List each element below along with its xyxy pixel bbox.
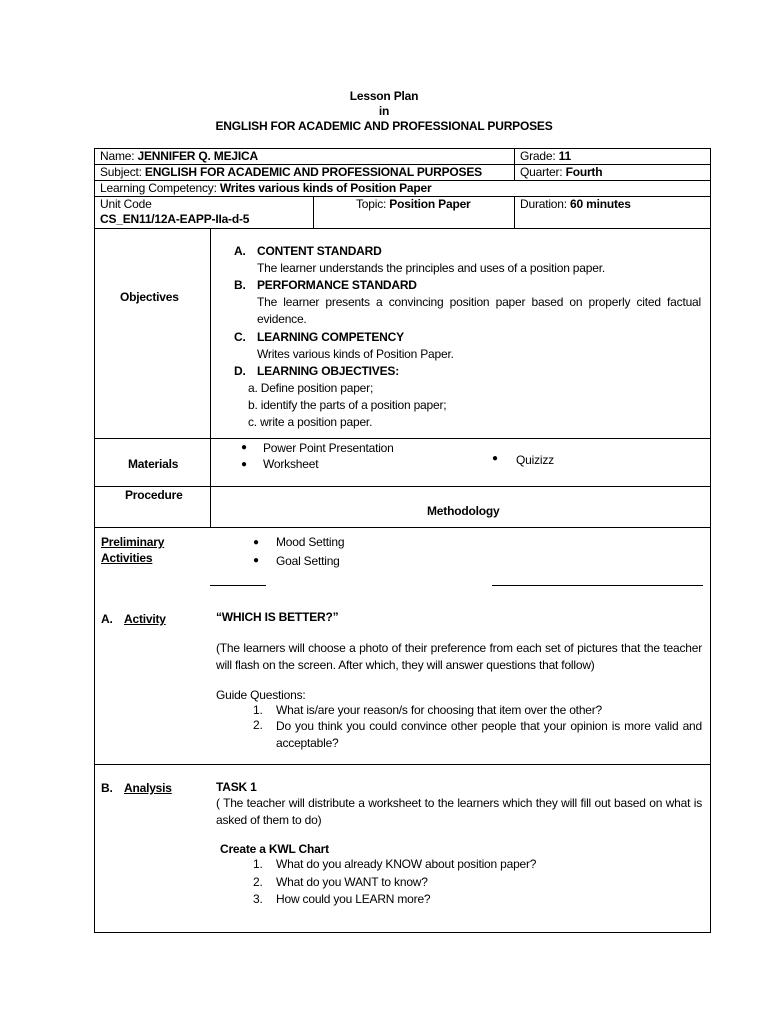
analysis-label: Analysis <box>124 781 172 795</box>
table-border-right <box>710 148 711 933</box>
subject-value: ENGLISH FOR ACADEMIC AND PROFESSIONAL PURPOSES <box>144 165 482 179</box>
learning-objective-item: b. identify the parts of a position paper; <box>248 398 447 412</box>
learning-objective-item: a. Define position paper; <box>248 381 374 395</box>
doc-title-line1: Lesson Plan <box>349 89 419 103</box>
subject-label: Subject: <box>100 165 142 179</box>
partial-divider <box>210 585 266 586</box>
subject-field <box>100 165 482 179</box>
col-divider <box>514 148 515 181</box>
objective-a-letter: A. <box>234 244 246 258</box>
duration-label: Duration: <box>520 197 567 211</box>
preliminary-item: Goal Setting <box>276 554 340 568</box>
objective-b-text: The learner presents a convincing position paper based on properly cited factual evidence. <box>257 295 701 326</box>
col-divider <box>514 196 515 229</box>
objective-c-text: Writes various kinds of Position Paper. <box>257 347 454 361</box>
bullet-icon: ● <box>492 453 499 464</box>
quarter-label: Quarter: <box>520 165 563 179</box>
kwl-item: How could you LEARN more? <box>276 892 431 906</box>
col-divider <box>313 196 314 229</box>
methodology-heading: Methodology <box>427 504 500 518</box>
objective-b-letter: B. <box>234 278 246 292</box>
row-divider <box>94 764 711 765</box>
objective-b-title: PERFORMANCE STANDARD <box>257 278 417 292</box>
material-item: Worksheet <box>263 457 319 471</box>
kwl-item-number: 2. <box>253 875 263 889</box>
name-field <box>100 149 258 163</box>
preliminary-label-line2: Activities <box>101 551 153 565</box>
col-divider <box>210 228 211 528</box>
kwl-item-number: 3. <box>253 892 263 906</box>
preliminary-item: Mood Setting <box>276 535 345 549</box>
bullet-icon: ● <box>241 459 248 470</box>
objective-a-title: CONTENT STANDARD <box>257 244 382 258</box>
name-label: Name: <box>100 149 135 163</box>
material-item: Quizizz <box>516 453 554 467</box>
objective-c-letter: C. <box>234 330 246 344</box>
objective-c-title: LEARNING COMPETENCY <box>257 330 404 344</box>
material-item: Power Point Presentation <box>263 441 394 455</box>
quarter-field <box>520 165 602 179</box>
quarter-value: Fourth <box>565 165 603 179</box>
competency-label: Learning Competency: <box>100 181 217 195</box>
row-divider <box>94 228 711 229</box>
procedure-label: Procedure <box>125 488 183 502</box>
objective-d-title: LEARNING OBJECTIVES: <box>257 364 400 378</box>
table-border-left <box>94 148 95 933</box>
task-heading: TASK 1 <box>216 780 257 794</box>
preliminary-label-line1: Preliminary <box>101 535 165 549</box>
topic-label: Topic: <box>356 197 387 211</box>
learning-objective-item: c. write a position paper. <box>248 415 373 429</box>
grade-label: Grade: <box>520 149 556 163</box>
unit-code-value: CS_EN11/12A-EAPP-IIa-d-5 <box>100 212 250 226</box>
topic-field <box>356 197 471 211</box>
activity-letter: A. <box>101 612 113 626</box>
bullet-icon: ● <box>241 442 248 453</box>
objectives-label: Objectives <box>120 290 179 304</box>
analysis-letter: B. <box>101 781 113 795</box>
name-value: JENNIFER Q. MEJICA <box>137 149 258 163</box>
guide-question-number: 2. <box>253 718 263 732</box>
unit-code-label: Unit Code <box>100 197 152 211</box>
guide-question: Do you think you could convince other people that your opinion is more valid and acceptable? <box>276 719 702 750</box>
duration-value: 60 minutes <box>570 197 631 211</box>
objective-a-text: The learner understands the principles and uses of a position paper. <box>257 261 605 275</box>
guide-question-number: 1. <box>253 703 263 717</box>
kwl-title: Create a KWL Chart <box>220 842 329 856</box>
guide-question: What is/are your reason/s for choosing that item over the other? <box>276 703 603 717</box>
row-divider <box>94 486 711 487</box>
duration-field <box>520 197 631 211</box>
competency-field <box>100 181 431 195</box>
partial-divider <box>492 585 703 586</box>
competency-value: Writes various kinds of Position Paper <box>219 181 432 195</box>
table-border-bottom <box>94 932 711 933</box>
kwl-item: What do you already KNOW about position paper? <box>276 857 537 871</box>
activity-description: (The learners will choose a photo of their preference from each set of pictures that the teacher will flash on the screen. After which, they will answer questions that follow) <box>216 641 702 672</box>
doc-title-line3: ENGLISH FOR ACADEMIC AND PROFESSIONAL PURPOSES <box>215 119 553 133</box>
bullet-icon: ● <box>253 555 260 566</box>
activity-title: “WHICH IS BETTER?” <box>216 610 339 624</box>
kwl-item: What do you WANT to know? <box>276 875 428 889</box>
guide-questions-label: Guide Questions: <box>216 688 306 702</box>
objective-d-letter: D. <box>234 364 246 378</box>
materials-label: Materials <box>128 457 179 471</box>
kwl-item-number: 1. <box>253 857 263 871</box>
activity-label: Activity <box>124 612 166 626</box>
doc-title-line2: in <box>378 104 390 118</box>
task-description: ( The teacher will distribute a worksheet to the learners which they will fill out based on what is asked of them to do) <box>216 796 702 827</box>
topic-value: Position Paper <box>389 197 471 211</box>
grade-field <box>520 149 571 163</box>
row-divider <box>94 527 711 528</box>
grade-value: 11 <box>558 149 571 163</box>
row-divider <box>94 438 711 439</box>
bullet-icon: ● <box>253 537 260 548</box>
